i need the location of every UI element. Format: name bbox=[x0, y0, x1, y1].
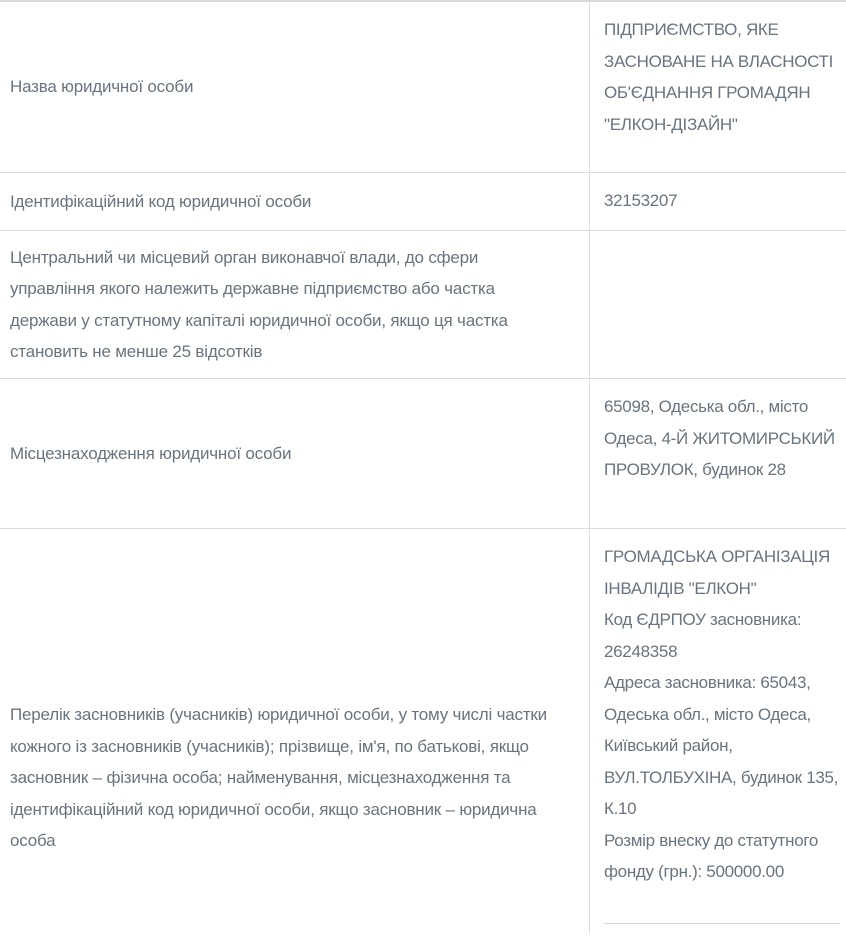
label-text: Назва юридичної особи bbox=[10, 77, 194, 97]
row-label-founders-list bbox=[0, 529, 590, 933]
founder-separator bbox=[604, 923, 840, 924]
value-text: 32153207 bbox=[604, 191, 678, 210]
founder-edrpou-code: Код ЄДРПОУ засновника: 26248358 bbox=[604, 610, 802, 661]
label-text: Перелік засновників (учасників) юридичної особи, у тому числі частки кожного із засновників (учасників); прізвище, ім'я, по батькові, якщо засновник – фізична особа; найменування, місцезнаходження та ідентифікаційний код юридичної особи, якщо засновник – юридична особа bbox=[10, 705, 547, 850]
table-row bbox=[0, 172, 846, 230]
table-row bbox=[0, 2, 846, 172]
founder-contribution: Розмір внеску до статутного фонду (грн.): 500000.00 bbox=[604, 830, 819, 881]
founder-entry bbox=[604, 541, 840, 919]
table-row bbox=[0, 528, 846, 933]
row-value-identification-code bbox=[590, 173, 846, 230]
table-row bbox=[0, 378, 846, 528]
row-label-identification-code bbox=[0, 173, 590, 230]
row-value-company-name bbox=[590, 2, 846, 172]
value-text: 65098, Одеська обл., місто Одеса, 4-Й ЖИТОМИРСЬКИЙ ПРОВУЛОК, будинок 28 bbox=[604, 397, 835, 479]
row-value-location bbox=[590, 379, 846, 528]
row-label-location bbox=[0, 379, 590, 528]
row-value-founders-list bbox=[590, 529, 846, 933]
founder-name: ГРОМАДСЬКА ОРГАНІЗАЦІЯ ІНВАЛІДІВ "ЕЛКОН" bbox=[604, 547, 830, 598]
value-text: ПІДПРИЄМСТВО, ЯКЕ ЗАСНОВАНЕ НА ВЛАСНОСТІ ОБ'ЄДНАННЯ ГРОМАДЯН "ЕЛКОН-ДІЗАЙН" bbox=[604, 20, 834, 134]
table-row bbox=[0, 230, 846, 378]
founder-address: Адреса засновника: 65043, Одеська обл., місто Одеса, Київський район, ВУЛ.ТОЛБУХІНА, будинок 135, К.10 bbox=[604, 673, 839, 818]
row-value-government-body bbox=[590, 231, 846, 378]
row-label-government-body bbox=[0, 231, 590, 378]
label-text: Ідентифікаційний код юридичної особи bbox=[10, 191, 312, 211]
label-text: Місцезнаходження юридичної особи bbox=[10, 443, 292, 463]
label-text: Центральний чи місцевий орган виконавчої влади, до сфери управління якого належить державне підприємство або частка держави у статутному капіталі юридичної особи, якщо ця частка становить не менше 25 відсотків bbox=[10, 247, 508, 361]
row-label-company-name bbox=[0, 2, 590, 172]
